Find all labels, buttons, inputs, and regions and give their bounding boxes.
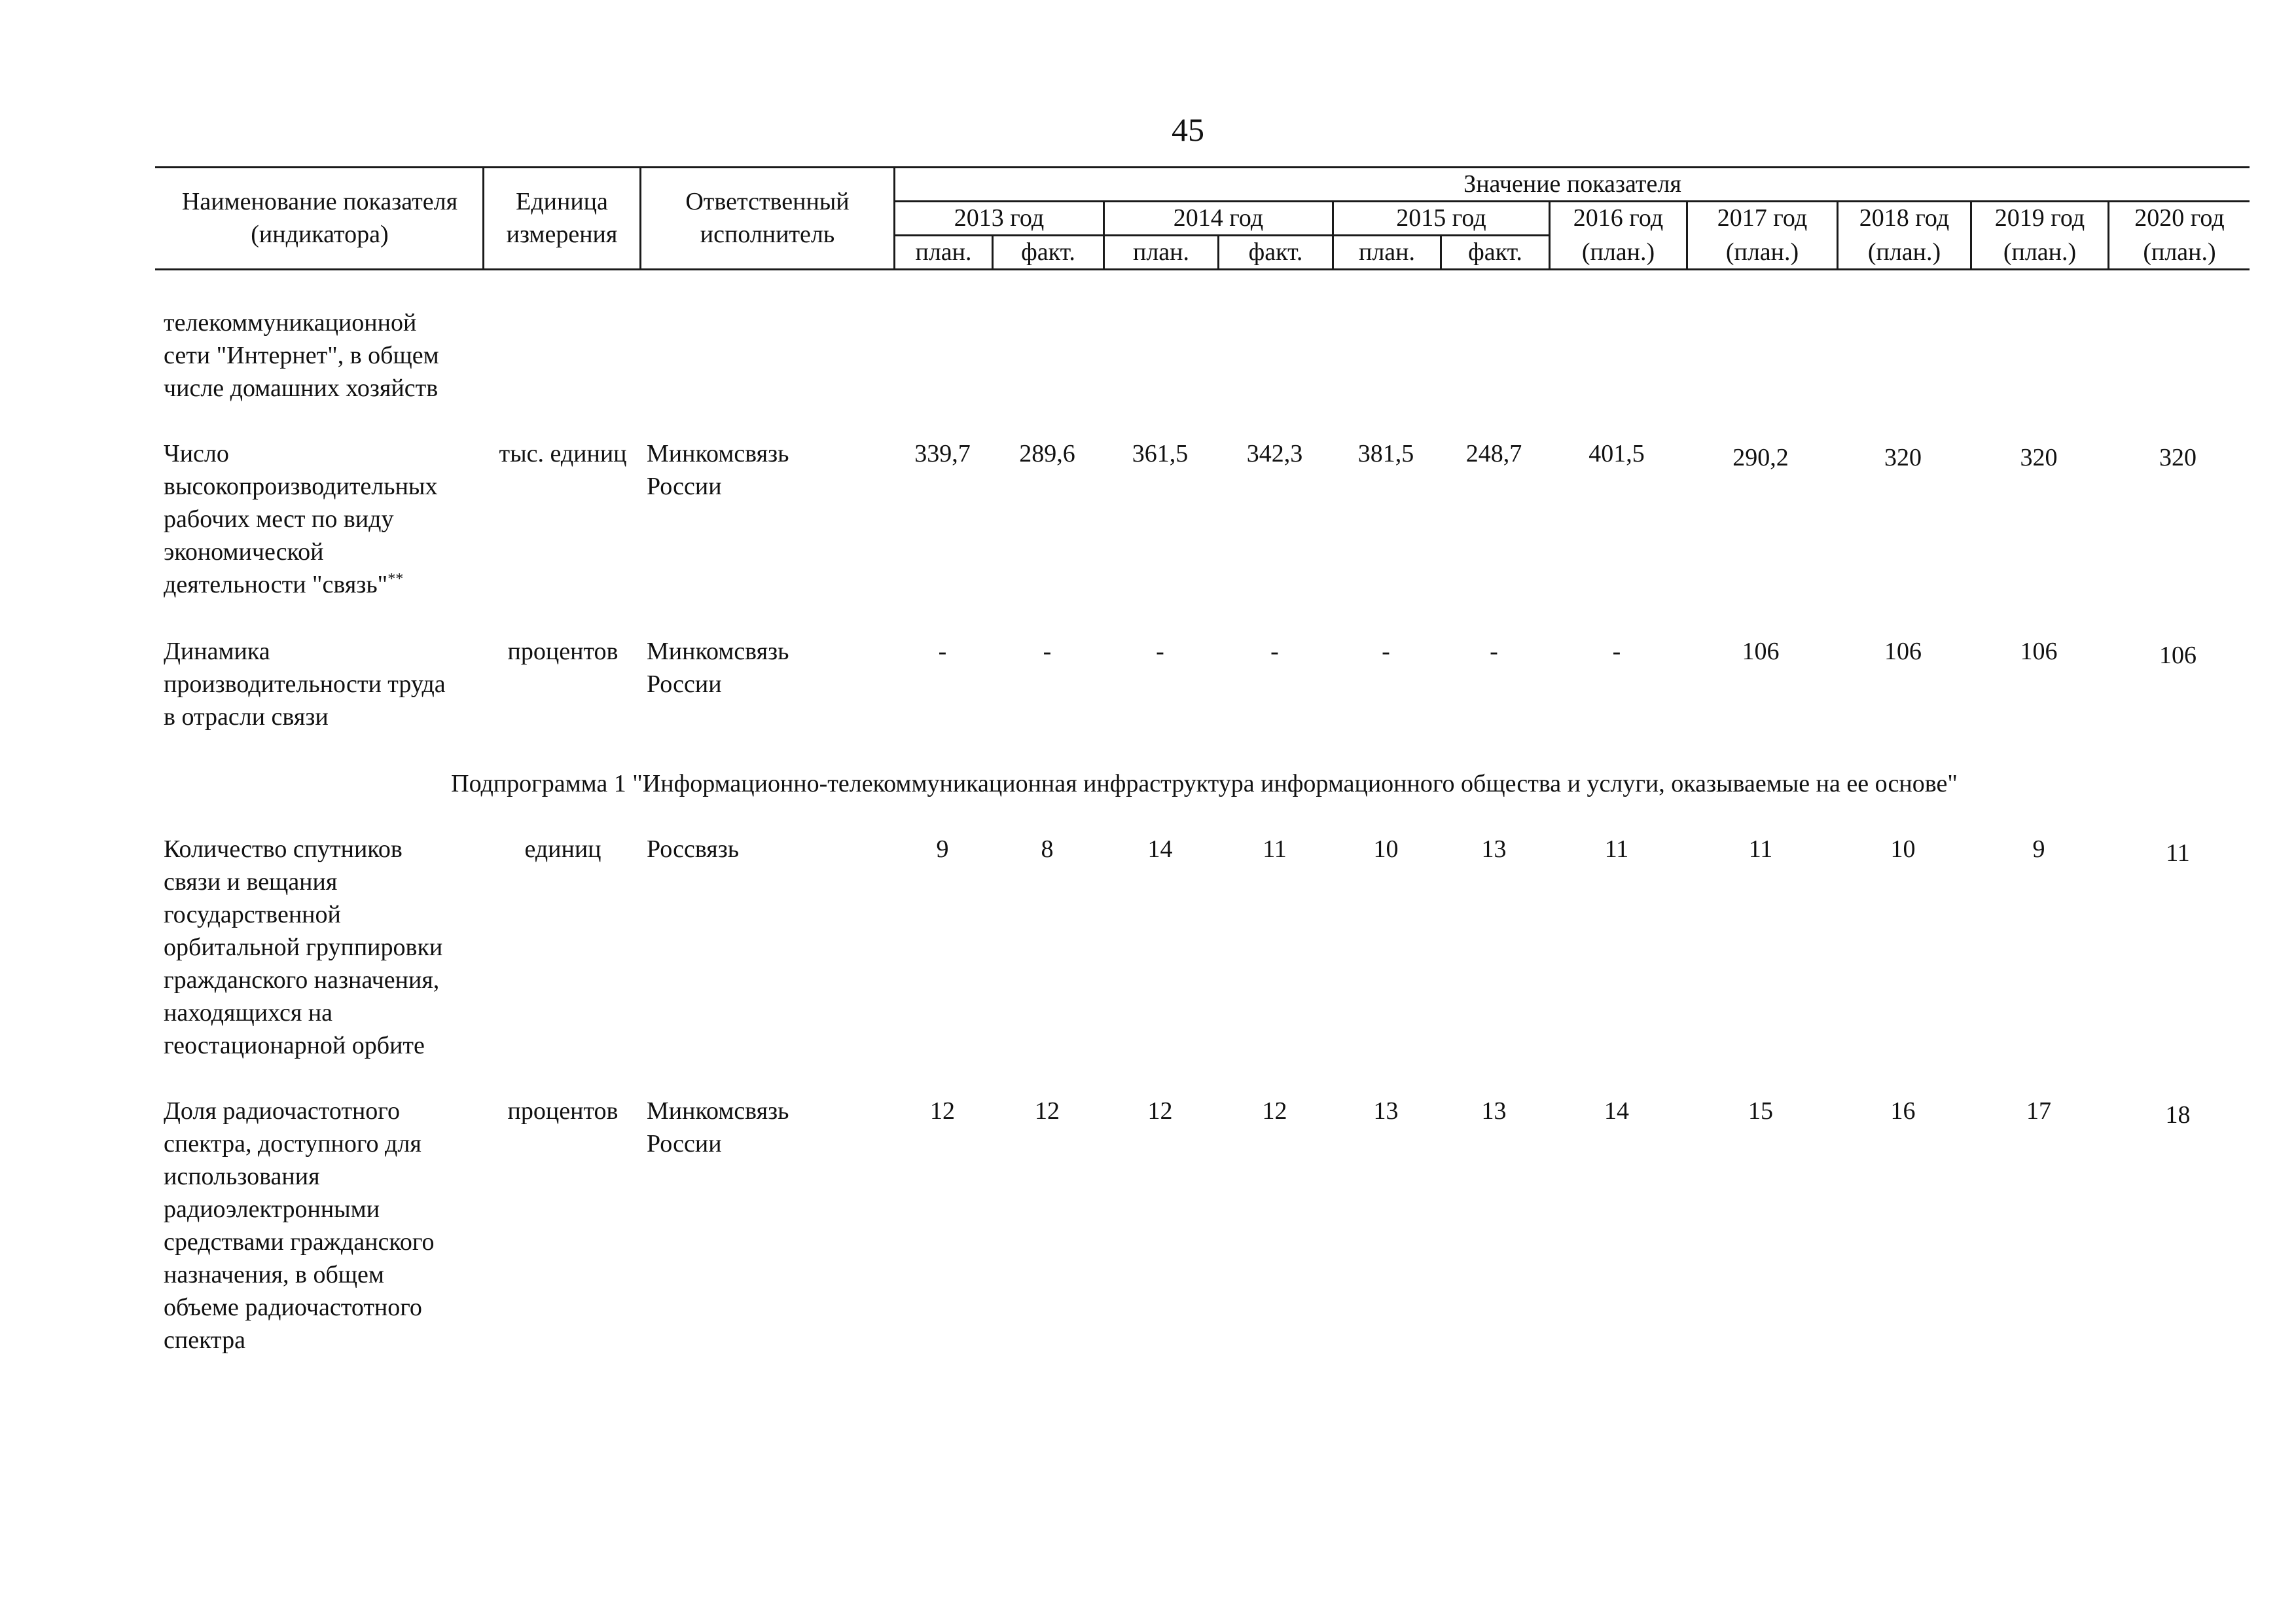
page-number: 45: [1172, 111, 1204, 148]
indicator-name: [164, 437, 484, 601]
header-bottom-rule: [155, 268, 2250, 270]
header-year-2013: 2013 год: [954, 204, 1045, 232]
header-name: Наименование показателя (индикатора): [181, 188, 458, 248]
header-fact-2013: факт.: [1021, 238, 1075, 266]
header-year-2017-sub: (план.): [1725, 238, 1799, 266]
value-2013-fact: 289,6: [1019, 440, 1075, 467]
value-2013-fact: 8: [1041, 835, 1054, 863]
header-year-2019-sub: (план.): [2003, 238, 2077, 266]
value-2016: 14: [1604, 1097, 1629, 1125]
value-2014-plan: 14: [1147, 835, 1173, 863]
value-2019: 320: [2020, 444, 2058, 471]
indicator-name: Динамика производительности труда в отрасли связи: [164, 638, 446, 731]
indicator-unit: процентов: [507, 1097, 619, 1125]
header-year-2018-sub: (план.): [1867, 238, 1941, 266]
value-2016: 11: [1604, 835, 1629, 863]
value-2015-fact: 13: [1481, 835, 1507, 863]
value-2013-fact: 12: [1035, 1097, 1060, 1125]
indicator-executor: Минкомсвязь России: [647, 440, 789, 500]
value-2018: 16: [1890, 1097, 1916, 1125]
value-2018: 106: [1884, 638, 1922, 665]
value-2015-plan: 381,5: [1357, 440, 1414, 467]
header-plan-2013: план.: [915, 238, 972, 266]
value-2014-fact: 11: [1263, 835, 1287, 863]
value-2014-plan: 12: [1147, 1097, 1173, 1125]
value-2019: 106: [2020, 638, 2058, 665]
value-2013-plan: 9: [936, 835, 949, 863]
footnote-mark: **: [387, 570, 404, 588]
value-2018: 320: [1884, 444, 1922, 471]
header-year-2015: 2015 год: [1396, 204, 1486, 232]
value-2020: 320: [2159, 444, 2197, 471]
header-fact-2015: факт.: [1468, 238, 1522, 266]
value-2016: 401,5: [1588, 440, 1645, 467]
value-2013-plan: 339,7: [914, 440, 971, 467]
header-year-2018: 2018 год: [1859, 204, 1950, 232]
indicator-unit: процентов: [507, 638, 619, 665]
indicator-executor: Минкомсвязь России: [647, 1097, 789, 1158]
header-year-2016-sub: (план.): [1581, 238, 1655, 266]
value-2015-plan: 10: [1373, 835, 1399, 863]
value-2019: 17: [2026, 1097, 2051, 1125]
value-2013-plan: -: [938, 638, 947, 665]
indicator-unit: единиц: [524, 835, 601, 863]
value-2017: 290,2: [1732, 444, 1789, 471]
value-2015-plan: 13: [1373, 1097, 1399, 1125]
value-2020: 11: [2166, 839, 2190, 867]
value-2014-fact: 12: [1262, 1097, 1287, 1125]
header-plan-2015: план.: [1358, 238, 1415, 266]
value-2014-fact: -: [1270, 638, 1279, 665]
indicator-unit: тыс. единиц: [499, 440, 627, 467]
header-executor: Ответственный исполнитель: [685, 188, 850, 248]
value-2013-fact: -: [1043, 638, 1052, 665]
header-plan-2014: план.: [1132, 238, 1189, 266]
indicator-name: телекоммуникационной сети "Интернет", в общем числе домашних хозяйств: [164, 309, 439, 402]
subprogram-title: Подпрограмма 1 "Информационно-телекоммуникационная инфраструктура информационного общества и услуги, оказываемые на ее основе": [451, 770, 1958, 797]
indicator-name-text: Число высокопроизводительных рабочих мест по виду экономической деятельности "связь": [164, 440, 438, 598]
value-2020: 106: [2159, 642, 2197, 669]
indicator-executor: Минкомсвязь России: [647, 638, 789, 698]
header-year-2016: 2016 год: [1573, 204, 1664, 232]
value-2016: -: [1612, 638, 1621, 665]
value-2014-plan: 361,5: [1132, 440, 1189, 467]
header-year-2020-sub: (план.): [2143, 238, 2216, 266]
value-2019: 9: [2032, 835, 2045, 863]
indicator-name: Количество спутников связи и вещания государственной орбитальной группировки гражданского назначения, находящихся на геостационарной орбите: [164, 835, 443, 1059]
value-2015-fact: 248,7: [1465, 440, 1522, 467]
indicator-name: Доля радиочастотного спектра, доступного для использования радиоэлектронными средствами гражданского назначения, в общем объеме радиочастотного спектра: [164, 1097, 435, 1354]
value-2017: 11: [1748, 835, 1773, 863]
value-2020: 18: [2165, 1101, 2191, 1129]
header-fact-2014: факт.: [1248, 238, 1303, 266]
value-2013-plan: 12: [930, 1097, 955, 1125]
header-year-2014: 2014 год: [1173, 204, 1264, 232]
value-2017: 15: [1748, 1097, 1773, 1125]
value-2014-plan: -: [1156, 638, 1164, 665]
value-2015-plan: -: [1382, 638, 1390, 665]
header-value-group: Значение показателя: [1463, 170, 1681, 198]
indicator-executor: Россвязь: [647, 835, 740, 863]
value-2018: 10: [1890, 835, 1916, 863]
header-year-2019: 2019 год: [1994, 204, 2085, 232]
value-2015-fact: 13: [1481, 1097, 1507, 1125]
header-year-2017: 2017 год: [1717, 204, 1808, 232]
header-unit: Единица измерения: [506, 188, 618, 248]
value-2015-fact: -: [1490, 638, 1498, 665]
value-2014-fact: 342,3: [1246, 440, 1303, 467]
header-year-2020: 2020 год: [2134, 204, 2225, 232]
value-2017: 106: [1742, 638, 1780, 665]
